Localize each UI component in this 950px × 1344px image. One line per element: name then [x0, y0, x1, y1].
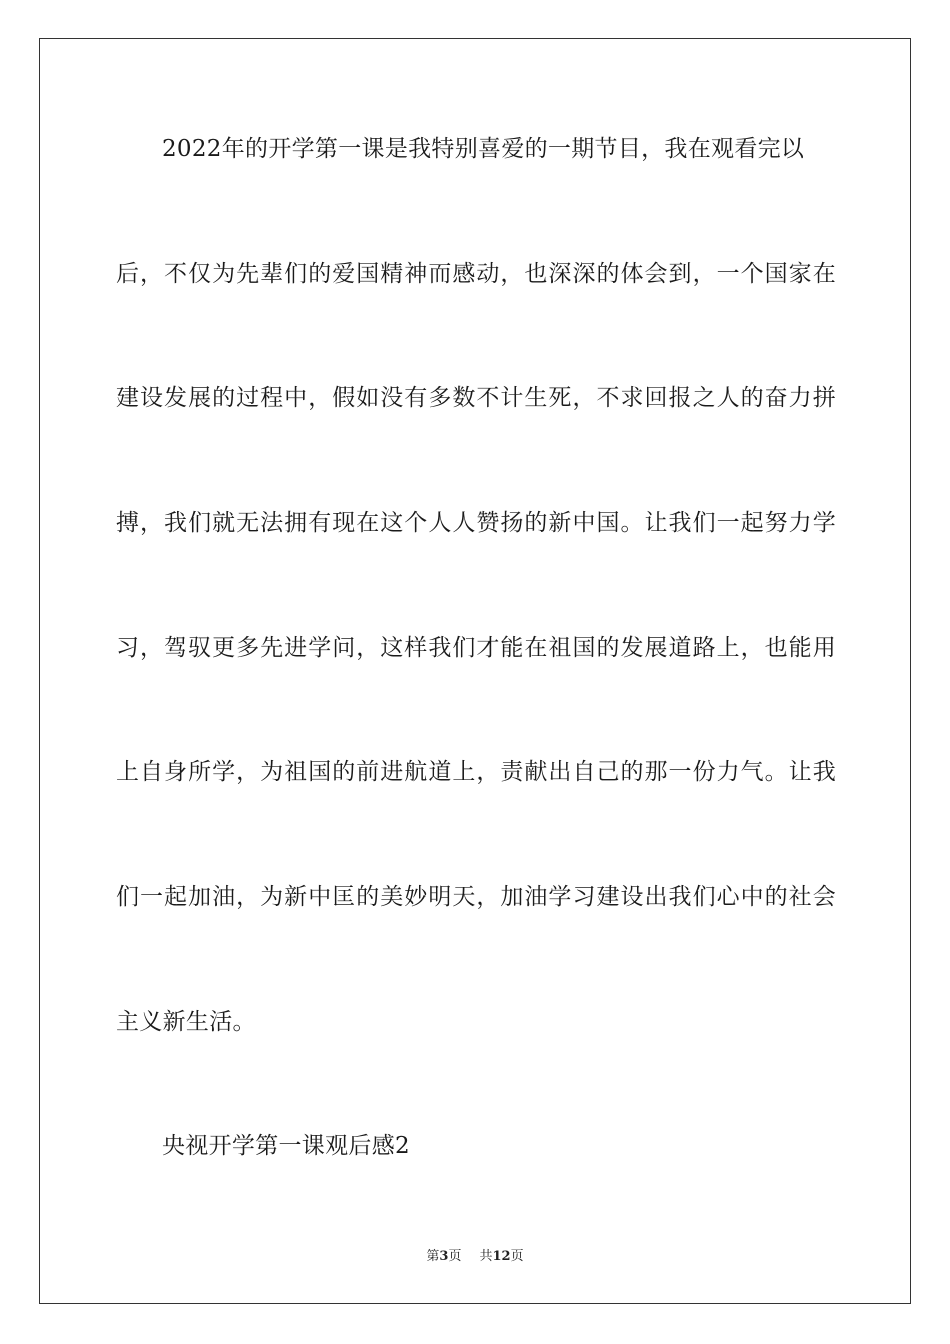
- section-heading: 央视开学第一课观后感2: [162, 1133, 410, 1159]
- footer-total-prefix: 共: [479, 1249, 493, 1264]
- footer-total-unit: 页: [510, 1249, 524, 1264]
- paragraph-line-5: 习，驾驭更多先进学问，这样我们才能在祖国的发展道路上，也能用: [116, 635, 836, 661]
- paragraph-line-6: 上自身所学，为祖国的前进航道上，责献出自己的那一份力气。让我: [116, 759, 836, 785]
- paragraph-line-7: 们一起加油，为新中匡的美妙明天，加油学习建设出我们心中的社会: [116, 884, 836, 910]
- paragraph-line-4: 搏，我们就无法拥有现在这个人人赞扬的新中国。让我们一起努力学: [116, 510, 836, 536]
- paragraph-line-3: 建设发展的过程中，假如没有多数不计生死，不求回报之人的奋力拼: [116, 385, 836, 411]
- footer-page-prefix: 第: [426, 1249, 440, 1264]
- footer-page-unit: 页: [448, 1249, 462, 1264]
- footer-page-current: 3: [439, 1249, 449, 1264]
- page-footer: [0, 1248, 950, 1266]
- paragraph-line-1: 2022年的开学第一课是我特别喜爱的一期节目，我在观看完以: [162, 136, 805, 162]
- page-border: [39, 38, 911, 1304]
- footer-page-total: 12: [492, 1249, 511, 1264]
- paragraph-line-2: 后，不仅为先辈们的爱国精神而感动，也深深的体会到，一个国家在: [116, 261, 836, 287]
- paragraph-line-8: 主义新生活。: [116, 1009, 256, 1035]
